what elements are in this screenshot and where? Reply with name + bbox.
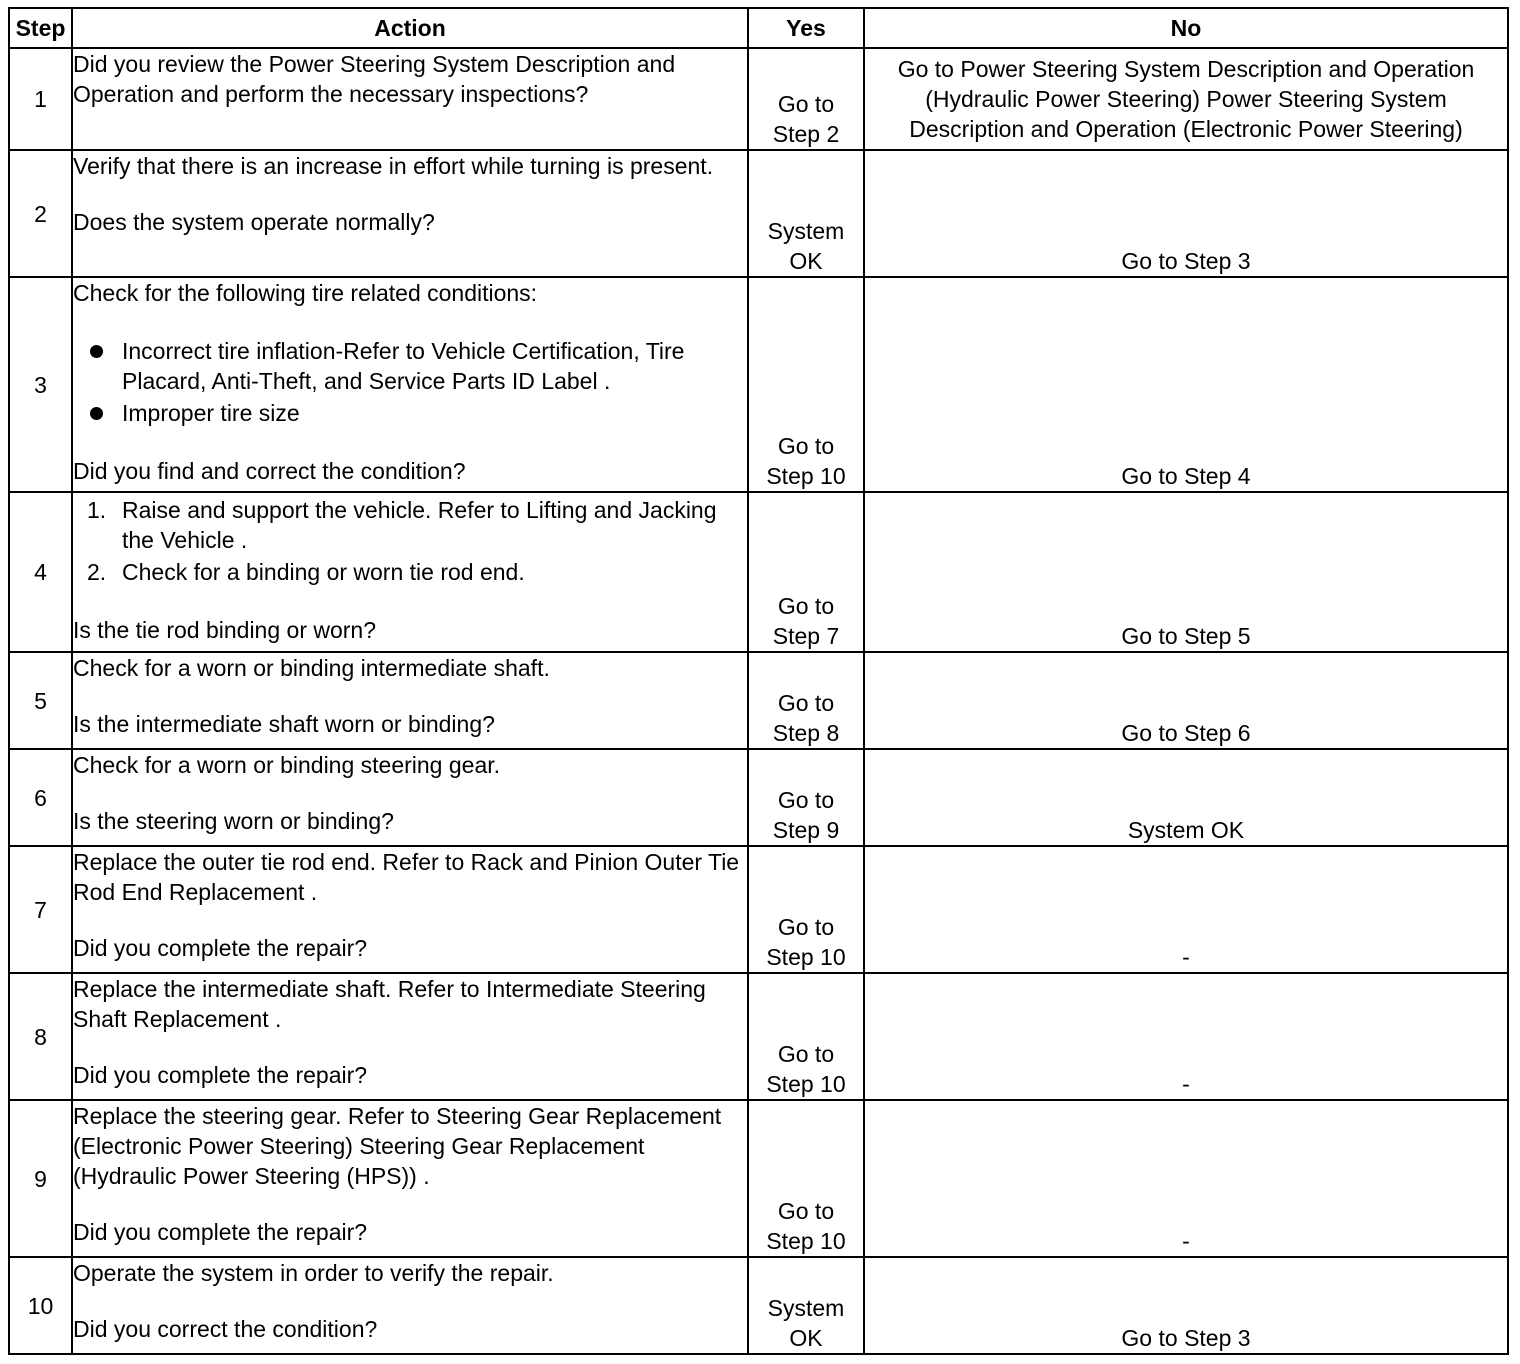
action-cell — [72, 277, 748, 492]
no-cell: - — [864, 846, 1508, 973]
step-number: 6 — [9, 749, 72, 846]
action-cell — [72, 150, 748, 277]
yes-line: Go to — [777, 690, 835, 716]
step-number: 2 — [9, 150, 72, 277]
step-number: 1 — [9, 48, 72, 150]
action-question: Does the system operate normally? — [73, 209, 435, 235]
action-text: Replace the outer tie rod end. Refer to Rack and Pinion Outer Tie Rod End Replacement . — [73, 849, 740, 905]
yes-line: Step 9 — [772, 817, 840, 843]
action-question: Did you find and correct the condition? — [73, 458, 466, 484]
no-cell: - — [864, 1100, 1508, 1257]
list-item — [73, 495, 747, 555]
yes-line: Go to — [777, 914, 835, 940]
no-cell[interactable]: Go to Step 3 — [864, 1257, 1508, 1354]
action-question: Did you complete the repair? — [73, 935, 368, 961]
no-cell[interactable]: Go to Step 3 — [864, 150, 1508, 277]
no-cell[interactable]: System OK — [864, 749, 1508, 846]
action-text: Check for a worn or binding intermediate shaft. — [73, 655, 550, 681]
step-number: 10 — [9, 1257, 72, 1354]
table-row — [9, 492, 1508, 652]
yes-cell[interactable] — [748, 652, 864, 749]
yes-line: Step 2 — [772, 121, 840, 147]
step-number: 8 — [9, 973, 72, 1100]
yes-line: Step 10 — [766, 463, 846, 489]
yes-line: Step 10 — [766, 1228, 846, 1254]
action-text: Verify that there is an increase in effort while turning is present. — [73, 153, 714, 179]
header-no: No — [864, 8, 1508, 48]
action-text: Check for the following tire related conditions: — [73, 280, 538, 306]
yes-line: System — [767, 218, 845, 244]
yes-cell[interactable] — [748, 846, 864, 973]
action-question: Did you complete the repair? — [73, 1062, 368, 1088]
table-row — [9, 652, 1508, 749]
diagnostic-table — [8, 7, 1509, 1355]
no-cell[interactable]: Go to Step 4 — [864, 277, 1508, 492]
no-cell: - — [864, 973, 1508, 1100]
no-line: (Hydraulic Power Steering) Power Steering System — [925, 86, 1447, 112]
list-number: 2. — [87, 559, 107, 585]
action-text: Check for a worn or binding steering gear. — [73, 752, 501, 778]
header-step: Step — [9, 8, 72, 48]
step-number: 5 — [9, 652, 72, 749]
list-item — [73, 557, 747, 587]
header-row — [9, 8, 1508, 48]
action-text: Did you review the Power Steering System Description and Operation and perform the necessary inspections? — [73, 51, 676, 107]
action-cell — [72, 652, 748, 749]
yes-line: Go to — [777, 787, 835, 813]
yes-line: Go to — [777, 1041, 835, 1067]
action-text: Replace the steering gear. Refer to Steering Gear Replacement (Electronic Power Steering) Steering Gear Replacement (Hydraulic Power Steering (HPS)) . — [73, 1103, 722, 1189]
yes-line: Go to — [777, 593, 835, 619]
no-line: Description and Operation (Electronic Power Steering) — [909, 116, 1463, 142]
action-cell — [72, 846, 748, 973]
header-yes: Yes — [748, 8, 864, 48]
list-item-text: Check for a binding or worn tie rod end. — [122, 559, 525, 585]
no-cell[interactable]: Go to Step 5 — [864, 492, 1508, 652]
yes-cell[interactable] — [748, 150, 864, 277]
action-question: Did you complete the repair? — [73, 1219, 368, 1245]
yes-line: Step 7 — [772, 623, 840, 649]
step-number: 4 — [9, 492, 72, 652]
action-question: Is the tie rod binding or worn? — [73, 617, 377, 643]
yes-cell[interactable] — [748, 1257, 864, 1354]
yes-line: Step 10 — [766, 944, 846, 970]
table-row — [9, 48, 1508, 150]
yes-line: Go to — [777, 1198, 835, 1224]
action-cell — [72, 1100, 748, 1257]
step-number: 3 — [9, 277, 72, 492]
step-number: 7 — [9, 846, 72, 973]
bullet-icon — [90, 407, 103, 420]
table-row — [9, 846, 1508, 973]
yes-line: Go to — [777, 433, 835, 459]
table-row — [9, 973, 1508, 1100]
numbered-list — [73, 495, 747, 587]
yes-line: OK — [789, 1325, 823, 1351]
no-cell[interactable]: Go to Step 6 — [864, 652, 1508, 749]
bullet-list — [73, 336, 747, 428]
step-number: 9 — [9, 1100, 72, 1257]
no-line: Go to Power Steering System Description and Operation — [897, 56, 1475, 82]
action-question: Did you correct the condition? — [73, 1316, 378, 1342]
yes-line: Go to — [777, 91, 835, 117]
yes-line: OK — [789, 248, 823, 274]
list-item-text: Incorrect tire inflation-Refer to Vehicle Certification, Tire Placard, Anti-Theft, and Service Parts ID Label . — [122, 338, 685, 394]
action-cell — [72, 1257, 748, 1354]
action-question: Is the steering worn or binding? — [73, 808, 394, 834]
bullet-icon — [90, 345, 103, 358]
yes-cell[interactable] — [748, 1100, 864, 1257]
yes-cell[interactable] — [748, 749, 864, 846]
list-number: 1. — [87, 497, 107, 523]
action-text: Operate the system in order to verify the repair. — [73, 1260, 554, 1286]
list-item-text: Improper tire size — [122, 400, 300, 426]
yes-line: Step 10 — [766, 1071, 846, 1097]
table-row — [9, 277, 1508, 492]
action-cell — [72, 973, 748, 1100]
header-action: Action — [72, 8, 748, 48]
table-row — [9, 150, 1508, 277]
action-text: Replace the intermediate shaft. Refer to Intermediate Steering Shaft Replacement . — [73, 976, 706, 1032]
yes-cell[interactable] — [748, 492, 864, 652]
table-row — [9, 1257, 1508, 1354]
yes-cell[interactable] — [748, 277, 864, 492]
yes-line: Step 8 — [772, 720, 840, 746]
no-cell[interactable] — [864, 48, 1508, 150]
action-question: Is the intermediate shaft worn or binding? — [73, 711, 495, 737]
list-item — [73, 398, 747, 428]
list-item-text: Raise and support the vehicle. Refer to Lifting and Jacking the Vehicle . — [122, 497, 717, 553]
action-cell — [72, 492, 748, 652]
yes-cell[interactable] — [748, 48, 864, 150]
yes-line: System — [767, 1295, 845, 1321]
action-cell — [72, 48, 748, 150]
action-cell — [72, 749, 748, 846]
yes-cell[interactable] — [748, 973, 864, 1100]
list-item — [73, 336, 747, 396]
table-row — [9, 749, 1508, 846]
table-row — [9, 1100, 1508, 1257]
